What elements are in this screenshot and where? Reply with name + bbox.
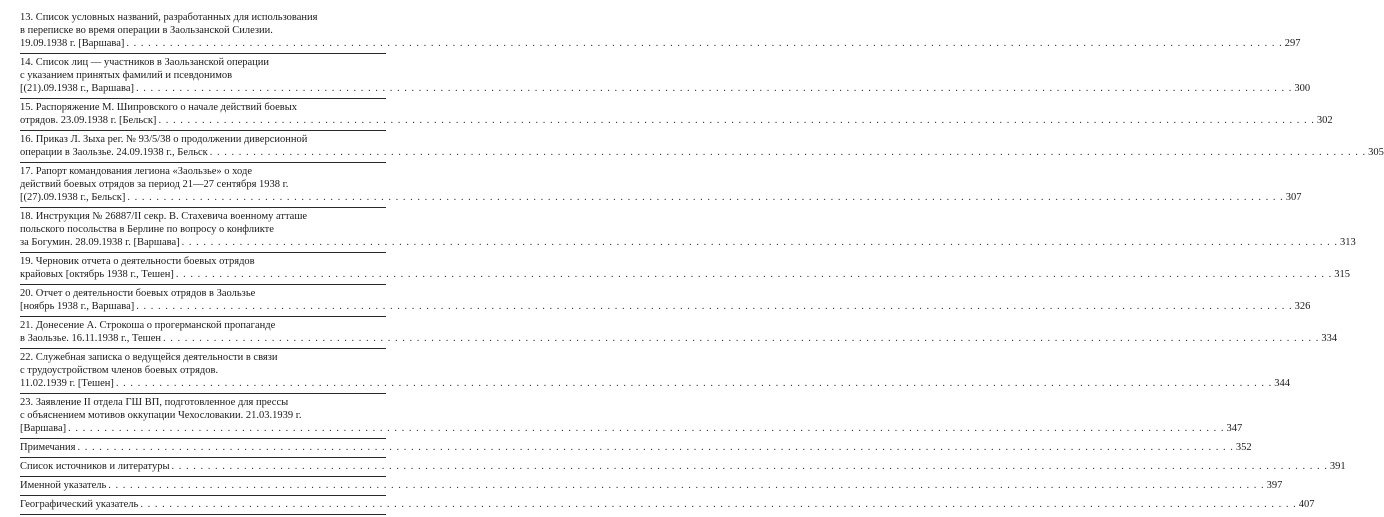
page-number: 297 [1284,38,1301,49]
leader-dots [163,332,1319,345]
toc-entry[interactable] [20,458,1346,477]
leader-dots [136,300,1292,313]
toc-entry-last-line [20,377,1291,390]
toc-entry-title-line: 13. Список условных названий, разработанных для использования [20,12,318,23]
toc-entry-title-line: 22. Служебная записка о ведущейся деятельности в связи [20,352,278,363]
page-number: 352 [1235,442,1252,453]
toc-entry-title-tail: [(27).09.1938 г., Бельск] [20,192,126,203]
toc-entry-title-tail: Примечания [20,442,76,453]
toc-entry-title-line: 15. Распоряжение М. Шипровского о начале действий боевых [20,102,297,113]
toc-entry-last-line [20,300,1311,313]
toc-entry-title-line: 23. Заявление II отдела ГШ ВП, подготовленное для прессы [20,397,289,408]
leader-dots [136,82,1292,95]
toc-entry-title-line: 16. Приказ Л. Зыха рег. № 93/5/38 о продолжении диверсионной [20,134,308,145]
toc-entry-title-line: с указанием принятых фамилий и псевдонимов [20,70,233,81]
toc-entry-last-line [20,236,1356,249]
page-number: 300 [1294,83,1311,94]
toc-entry-last-line [20,82,1311,95]
toc-entry-title-tail: [(21).09.1938 г., Варшава] [20,83,134,94]
toc-entry-title-line: с объяснением мотивов оккупации Чехословакии. 21.03.1939 г. [20,410,302,421]
toc-entry-last-line [20,114,1333,127]
toc-entry-last-line [20,460,1346,473]
page-number: 315 [1334,269,1351,280]
toc-entry-title-line: действий боевых отрядов за период 21—27 сентября 1938 г. [20,179,289,190]
leader-dots [176,268,1332,281]
leader-dots [210,146,1366,159]
leader-dots [158,114,1314,127]
page-number: 347 [1226,423,1243,434]
leader-dots [127,191,1283,204]
toc-entry-title-line: 14. Список лиц — участников в Заользанской операции [20,57,270,68]
toc-entry[interactable] [20,54,1311,99]
toc-entry-title-tail: [ноябрь 1938 г., Варшава] [20,301,135,312]
toc-entry[interactable] [20,131,1384,163]
toc-entry-title-line: 20. Отчет о деятельности боевых отрядов в Заользье [20,288,256,299]
toc-entry-last-line [20,146,1384,159]
toc-entry-title-tail: операции в Заользье. 24.09.1938 г., Бельск [20,147,208,158]
toc-entry-last-line [20,422,1243,435]
toc-entry-title-tail: Список источников и литературы [20,461,170,472]
toc-entry-last-line [20,191,1302,204]
toc-entry[interactable] [20,285,1311,317]
toc-entry[interactable] [20,317,1338,349]
toc-entry-title-tail: 19.09.1938 г. [Варшава] [20,38,125,49]
page-number: 307 [1285,192,1302,203]
toc-entry-title-tail: [Варшава] [20,423,67,434]
toc-entry[interactable] [20,163,1302,208]
toc-entry-last-line [20,479,1283,492]
toc-entry-last-line [20,441,1252,454]
toc-entry-last-line [20,498,1315,511]
toc-entry-title-tail: Географический указатель [20,499,139,510]
leader-dots [182,236,1338,249]
leader-dots [140,498,1296,511]
toc-entry-title-tail: крайовых [октябрь 1938 г., Тешен] [20,269,174,280]
toc-entry[interactable] [20,349,1291,394]
toc-entry-title-line: 19. Черновик отчета о деятельности боевых отрядов [20,256,255,267]
toc-entry[interactable] [20,99,1333,131]
toc-entry-title-tail: 11.02.1939 г. [Тешен] [20,378,114,389]
toc-entry-last-line [20,37,1301,50]
toc-entry[interactable] [20,439,1252,458]
toc-entry-title-line: с трудоустройством членов боевых отрядов. [20,365,219,376]
toc-entry-title-line: польского посольства в Берлине по вопросу о конфликте [20,224,274,235]
leader-dots [172,460,1328,473]
leader-dots [78,441,1234,454]
toc-entry-title-tail: за Богумин. 28.09.1938 г. [Варшава] [20,237,180,248]
leader-dots [126,37,1282,50]
page-number: 326 [1294,301,1311,312]
toc-entry[interactable] [20,394,1243,439]
page-number: 391 [1329,461,1346,472]
toc-entry-last-line [20,268,1351,281]
toc-entry-title-line: 17. Рапорт командования легиона «Заользье» о ходе [20,166,252,177]
toc-entry-title-tail: Именной указатель [20,480,107,491]
toc-entry[interactable] [20,496,1315,515]
toc-entry[interactable] [20,253,1351,285]
page-number: 407 [1298,499,1315,510]
page-number: 305 [1368,147,1384,158]
toc-entry-last-line [20,332,1338,345]
leader-dots [116,377,1272,390]
toc-entry-title-tail: в Заользье. 16.11.1938 г., Тешен [20,333,162,344]
toc-entry-title-line: 21. Донесение А. Строкоша о прогерманской пропаганде [20,320,276,331]
toc-entry[interactable] [20,208,1356,253]
toc-entry[interactable] [20,9,1301,54]
page-number: 344 [1274,378,1291,389]
toc-entry-title-tail: отрядов. 23.09.1938 г. [Бельск] [20,115,157,126]
page-number: 397 [1266,480,1283,491]
leader-dots [68,422,1224,435]
toc-entry[interactable] [20,477,1283,496]
toc-entry-title-line: 18. Инструкция № 26887/II секр. В. Стахевича военному атташе [20,211,308,222]
page-number: 334 [1321,333,1338,344]
leader-dots [108,479,1264,492]
page-number: 313 [1340,237,1356,248]
toc-entry-title-line: в переписке во время операции в Заользанской Силезии. [20,25,273,36]
page-number: 302 [1316,115,1333,126]
